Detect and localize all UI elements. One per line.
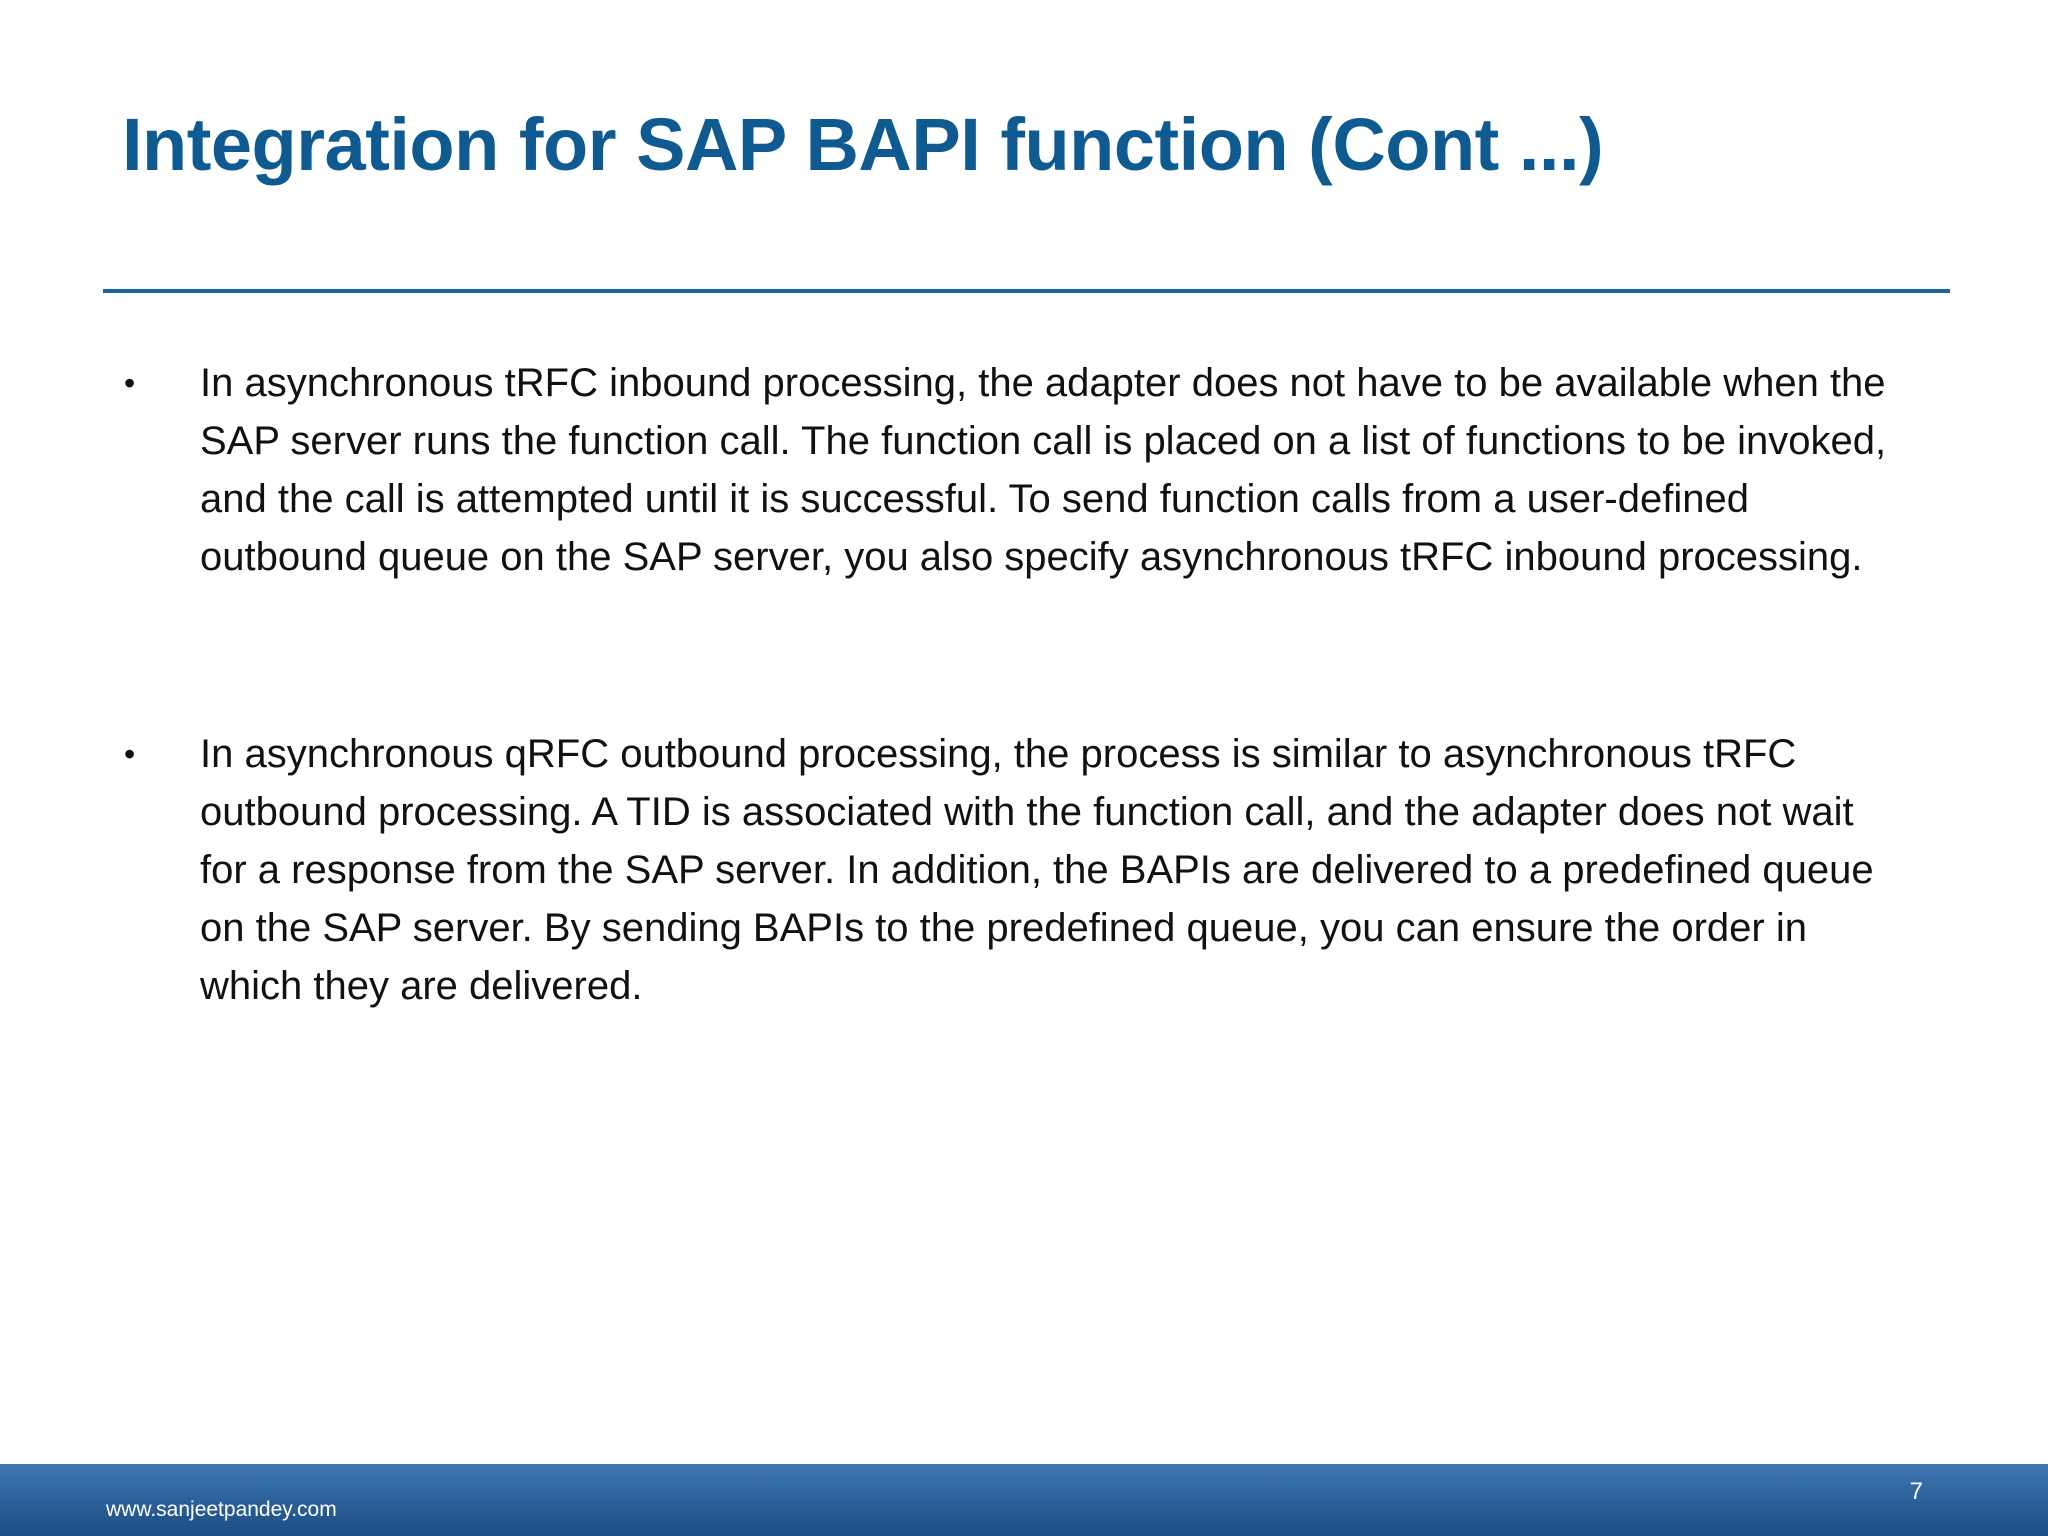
footer-bar xyxy=(0,1464,2048,1536)
bullet-item xyxy=(124,354,1910,586)
title-divider xyxy=(103,289,1950,293)
slide-title: Integration for SAP BAPI function (Cont ...) xyxy=(122,103,1604,186)
bullet-text: In asynchronous tRFC inbound processing, the adapter does not have to be available when the SAP server runs the function call. The function call is placed on a list of functions to be invoked, and the call is attempted until it is successful. To send function calls from a user-defined outbound queue on the SAP server, you also specify asynchronous tRFC inbound processing. xyxy=(200,361,1887,579)
footer-url: www.sanjeetpandey.com xyxy=(106,1498,337,1521)
page-number: 7 xyxy=(1909,1478,1923,1505)
bullet-dot-icon: • xyxy=(124,736,136,772)
bullet-item xyxy=(124,725,1910,1015)
bullet-text: In asynchronous qRFC outbound processing, the process is similar to asynchronous tRFC outbound processing. A TID is associated with the function call, and the adapter does not wait for a response from the SAP server. In addition, the BAPIs are delivered to a predefined queue on the SAP server. By sending BAPIs to the predefined queue, you can ensure the order in which they are delivered. xyxy=(200,732,1874,1008)
bullet-dot-icon: • xyxy=(124,365,136,401)
